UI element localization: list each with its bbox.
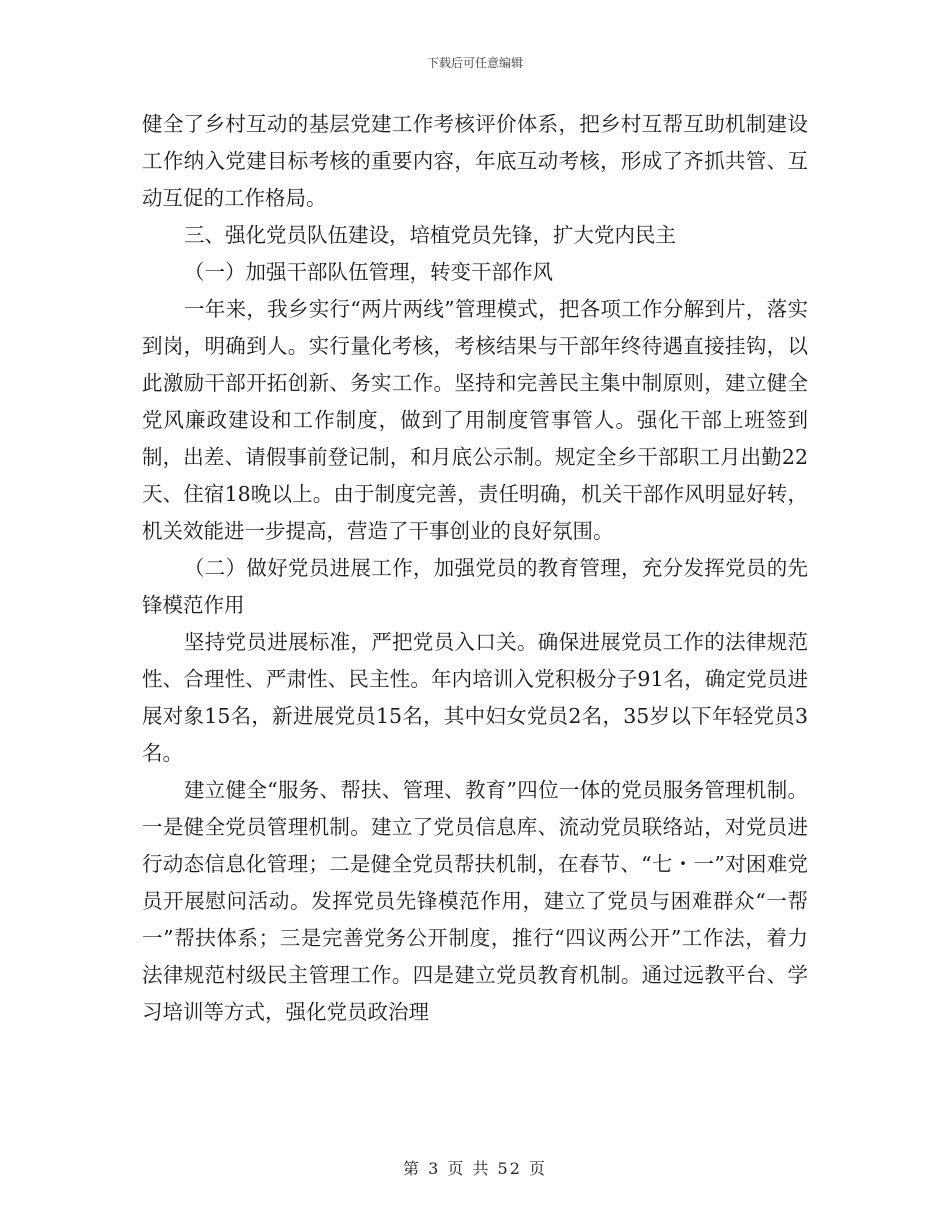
subsection-heading: （二）做好党员进展工作，加强党员的教育管理，充分发挥党员的先锋模范作用	[142, 556, 808, 617]
page-header: 下载后可任意编辑	[426, 56, 523, 70]
paragraph: 一年来，我乡实行“两片两线”管理模式，把各项工作分解到片，落实到岗，明确到人。实行量化考核，考核结果与干部年终待遇直接挂钩，以此激励干部开拓创新、务实工作。坚持和完善民主集中制原则，建立健全党风廉政建设和工作制度，做到了用制度管事管人。强化干部上班签到制，出差、请假事前登记制，和月底公示制。规定全乡干部职工月出勤22天、住宿18晚以上。由于制度完善，责任明确，机关干部作风明显好转，机关效能进一步提高，营造了干事创业的良好氛围。	[142, 297, 808, 543]
subsection-heading: （一）加强干部队伍管理，转变干部作风	[184, 260, 553, 284]
page-number: 第 3 页 共 52 页	[403, 1159, 547, 1178]
paragraph: 健全了乡村互动的基层党建工作考核评价体系，把乡村互帮互助机制建设工作纳入党建目标考核的重要内容，年底互动考核，形成了齐抓共管、互动互促的工作格局。	[142, 112, 808, 210]
paragraph: 坚持党员进展标准，严把党员入口关。确保进展党员工作的法律规范性、合理性、严肃性、民主性。年内培训入党积极分子91名，确定党员进展对象15名，新进展党员15名，其中妇女党员2名，35岁以下年轻党员3名。	[142, 630, 808, 765]
document-body	[142, 106, 808, 1031]
section-heading: 三、强化党员队伍建设，培植党员先锋，扩大党内民主	[184, 223, 676, 247]
paragraph: 建立健全“服务、帮扶、管理、教育”四位一体的党员服务管理机制。一是健全党员管理机制。建立了党员信息库、流动党员联络站，对党员进行动态信息化管理；二是健全党员帮扶机制，在春节、“七・一”对困难党员开展慰问活动。发挥党员先锋模范作用，建立了党员与困难群众“一帮一”帮扶体系；三是完善党务公开制度，推行“四议两公开”工作法，着力法律规范村级民主管理工作。四是建立党员教育机制。通过远教平台、学习培训等方式，强化党员政治理	[142, 778, 808, 1024]
